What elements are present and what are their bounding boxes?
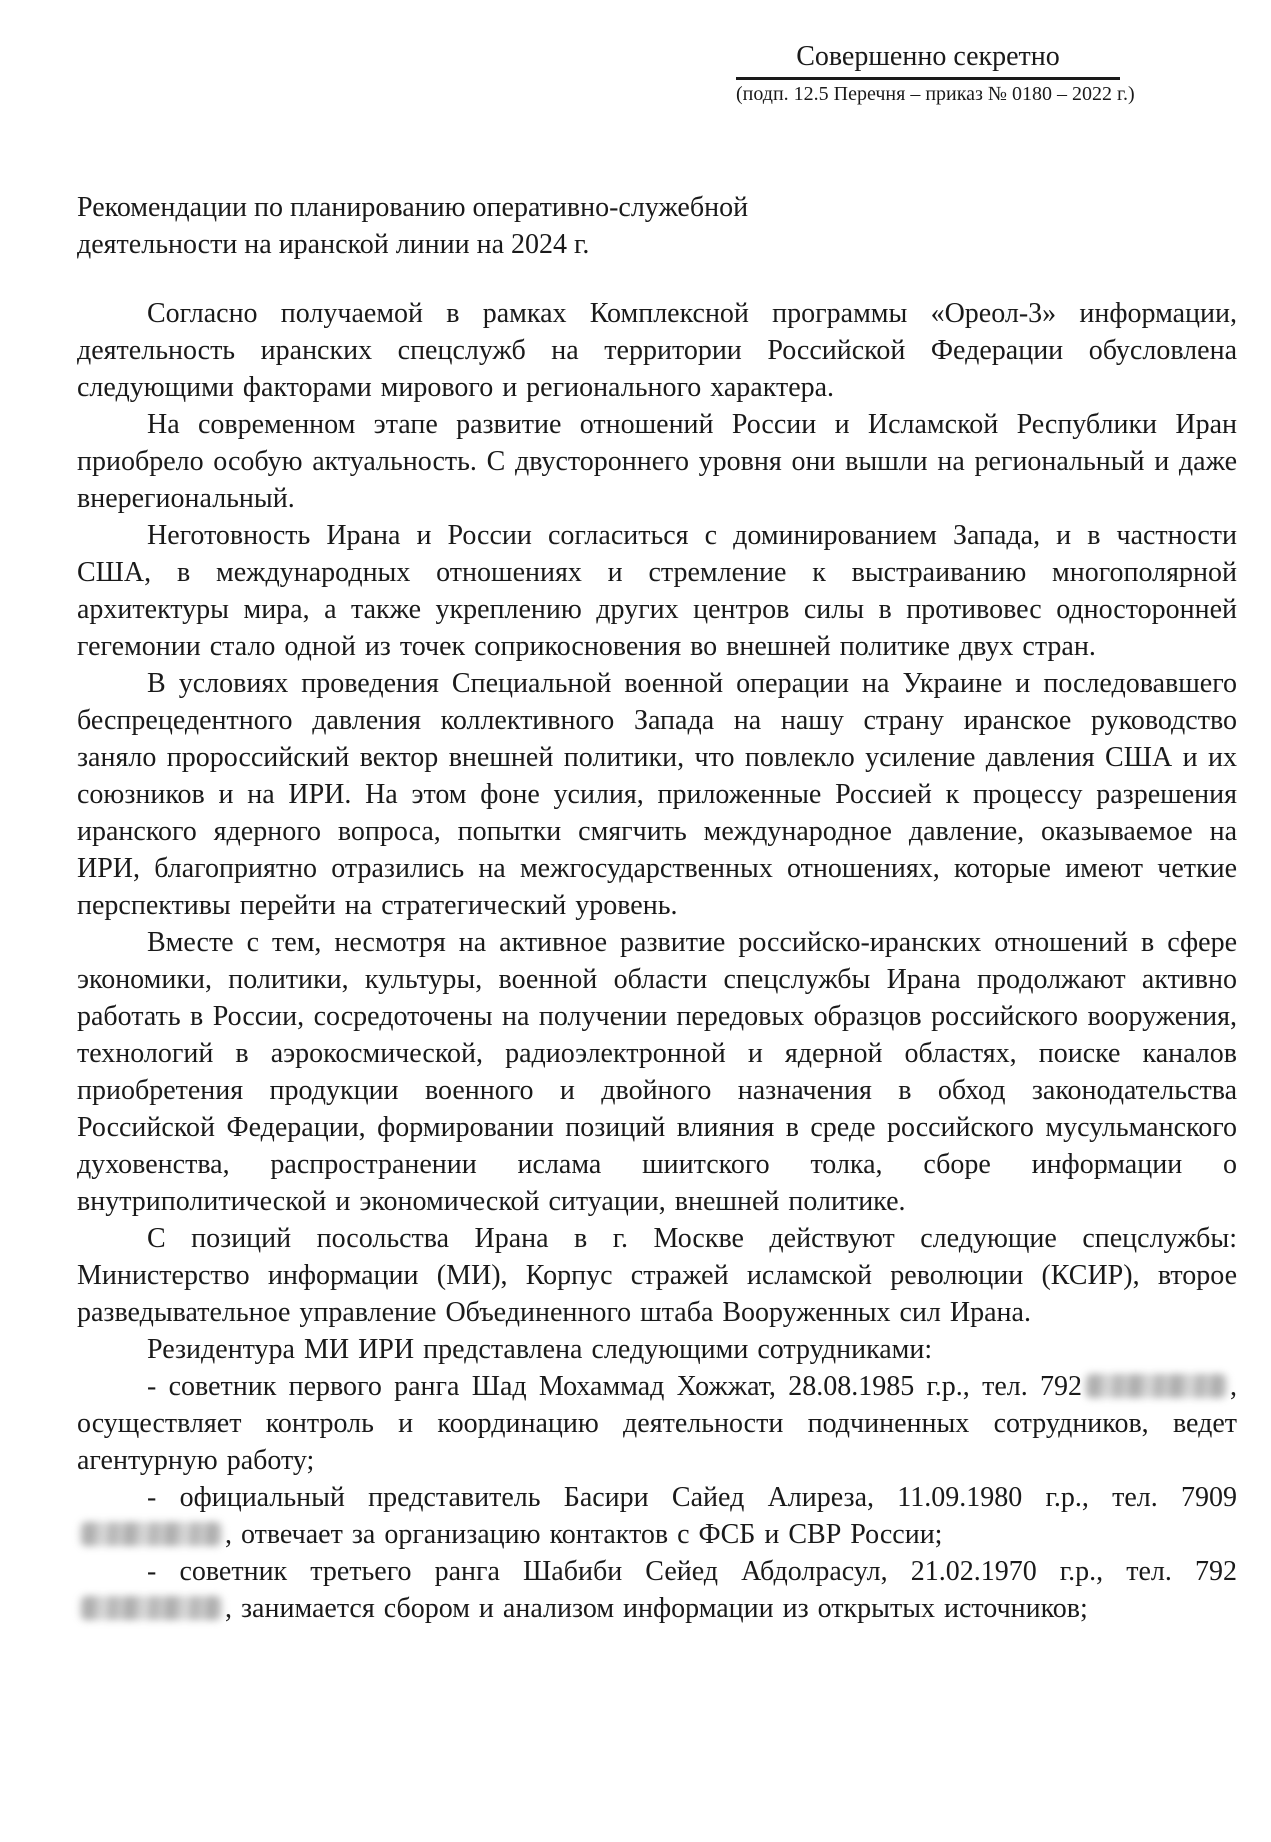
paragraph-iran-services-activity: Вместе с тем, несмотря на активное развитие российско-иранских отношений в сфере экономики, политики, культуры, военной области спецслужбы Ирана продолжают активно работать в России, сосредоточены на получении передовых образцов российского вооружения, технологий в аэрокосмической, радиоэлектронной и ядерной областях, поиске каналов приобретения продукции военного и двойного назначения в обход законодательства Российской Федерации, формировании позиций влияния в среде российского мусульманского духовенства, распространении ислама шиитского толка, сборе информации о внутриполитической и экономической ситуации, внешней политике. bbox=[77, 927, 1237, 1217]
classification-stamp bbox=[736, 40, 1135, 107]
staff-text-after: , осуществляет контроль и координацию деятельности подчиненных сотрудников, ведет агентурную работу; bbox=[77, 1371, 1237, 1476]
staff-text-after: , отвечает за организацию контактов с ФСБ и СВР России; bbox=[225, 1519, 943, 1550]
classification-note: (подп. 12.5 Перечня – приказ № 0180 – 2022 г.) bbox=[736, 83, 1135, 105]
staff-text-before: - советник третьего ранга Шабиби Сейед Абдолрасул, 21.02.1970 г.р., тел. bbox=[147, 1556, 1195, 1587]
staff-text-after: , занимается сбором и анализом информации из открытых источников; bbox=[225, 1593, 1088, 1624]
staff-entry bbox=[77, 1553, 1237, 1627]
staff-entry bbox=[77, 1368, 1237, 1479]
staff-phone-prefix: 792 bbox=[1195, 1556, 1237, 1587]
document-body bbox=[77, 295, 1237, 1627]
staff-text-before: - официальный представитель Басири Сайед Алиреза, 11.09.1980 г.р., тел. bbox=[147, 1482, 1181, 1513]
title-line-1: Рекомендации по планированию оперативно-служебной bbox=[77, 192, 749, 223]
paragraph-embassy-services: С позиций посольства Ирана в г. Москве действуют следующие спецслужбы: Министерство информации (МИ), Корпус стражей исламской революции (КСИР), второе разведывательное управление Объединенного штаба Вооруженных сил Ирана. bbox=[77, 1223, 1237, 1328]
paragraph-relations-stage: На современном этапе развитие отношений России и Исламской Республики Иран приобрело особую актуальность. С двустороннего уровня они вышли на региональный и даже внерегиональный. bbox=[77, 409, 1237, 514]
redacted-phone bbox=[80, 1522, 222, 1546]
paragraph-oreol-program: Согласно получаемой в рамках Комплексной программы «Ореол-3» информации, деятельность иранских спецслужб на территории Российской Федерации обусловлена следующими факторами мирового и регионального характера. bbox=[77, 298, 1237, 403]
paragraph-svo-context: В условиях проведения Специальной военной операции на Украине и последовавшего беспрецедентного давления коллективного Запада на нашу страну иранское руководство заняло пророссийский вектор внешней политики, что повлекло усиление давления США и их союзников и на ИРИ. На этом фоне усилия, приложенные Россией к процессу разрешения иранского ядерного вопроса, попытки смягчить международное давление, оказываемое на ИРИ, благоприятно отразились на межгосударственных отношениях, которые имеют четкие перспективы перейти на стратегический уровень. bbox=[77, 668, 1237, 921]
staff-entry bbox=[77, 1479, 1237, 1553]
document-title bbox=[77, 189, 1237, 263]
classification-text: Совершенно секретно bbox=[736, 40, 1120, 80]
staff-phone-prefix: 792 bbox=[1040, 1371, 1082, 1402]
paragraph-west-domination: Неготовность Ирана и России согласиться с доминированием Запада, и в частности США, в международных отношениях и стремление к выстраиванию многополярной архитектуры мира, а также укреплению других центров силы в противовес односторонней гегемонии стало одной из точек соприкосновения во внешней политике двух стран. bbox=[77, 520, 1237, 662]
staff-text-before: - советник первого ранга Шад Мохаммад Хожжат, 28.08.1985 г.р., тел. bbox=[147, 1371, 1040, 1402]
paragraph-rezidentura-intro: Резидентура МИ ИРИ представлена следующими сотрудниками: bbox=[147, 1334, 933, 1365]
staff-phone-prefix: 7909 bbox=[1181, 1482, 1237, 1513]
title-line-2: деятельности на иранской линии на 2024 г. bbox=[77, 229, 590, 260]
redacted-phone bbox=[1085, 1374, 1227, 1398]
redacted-phone bbox=[80, 1596, 222, 1620]
